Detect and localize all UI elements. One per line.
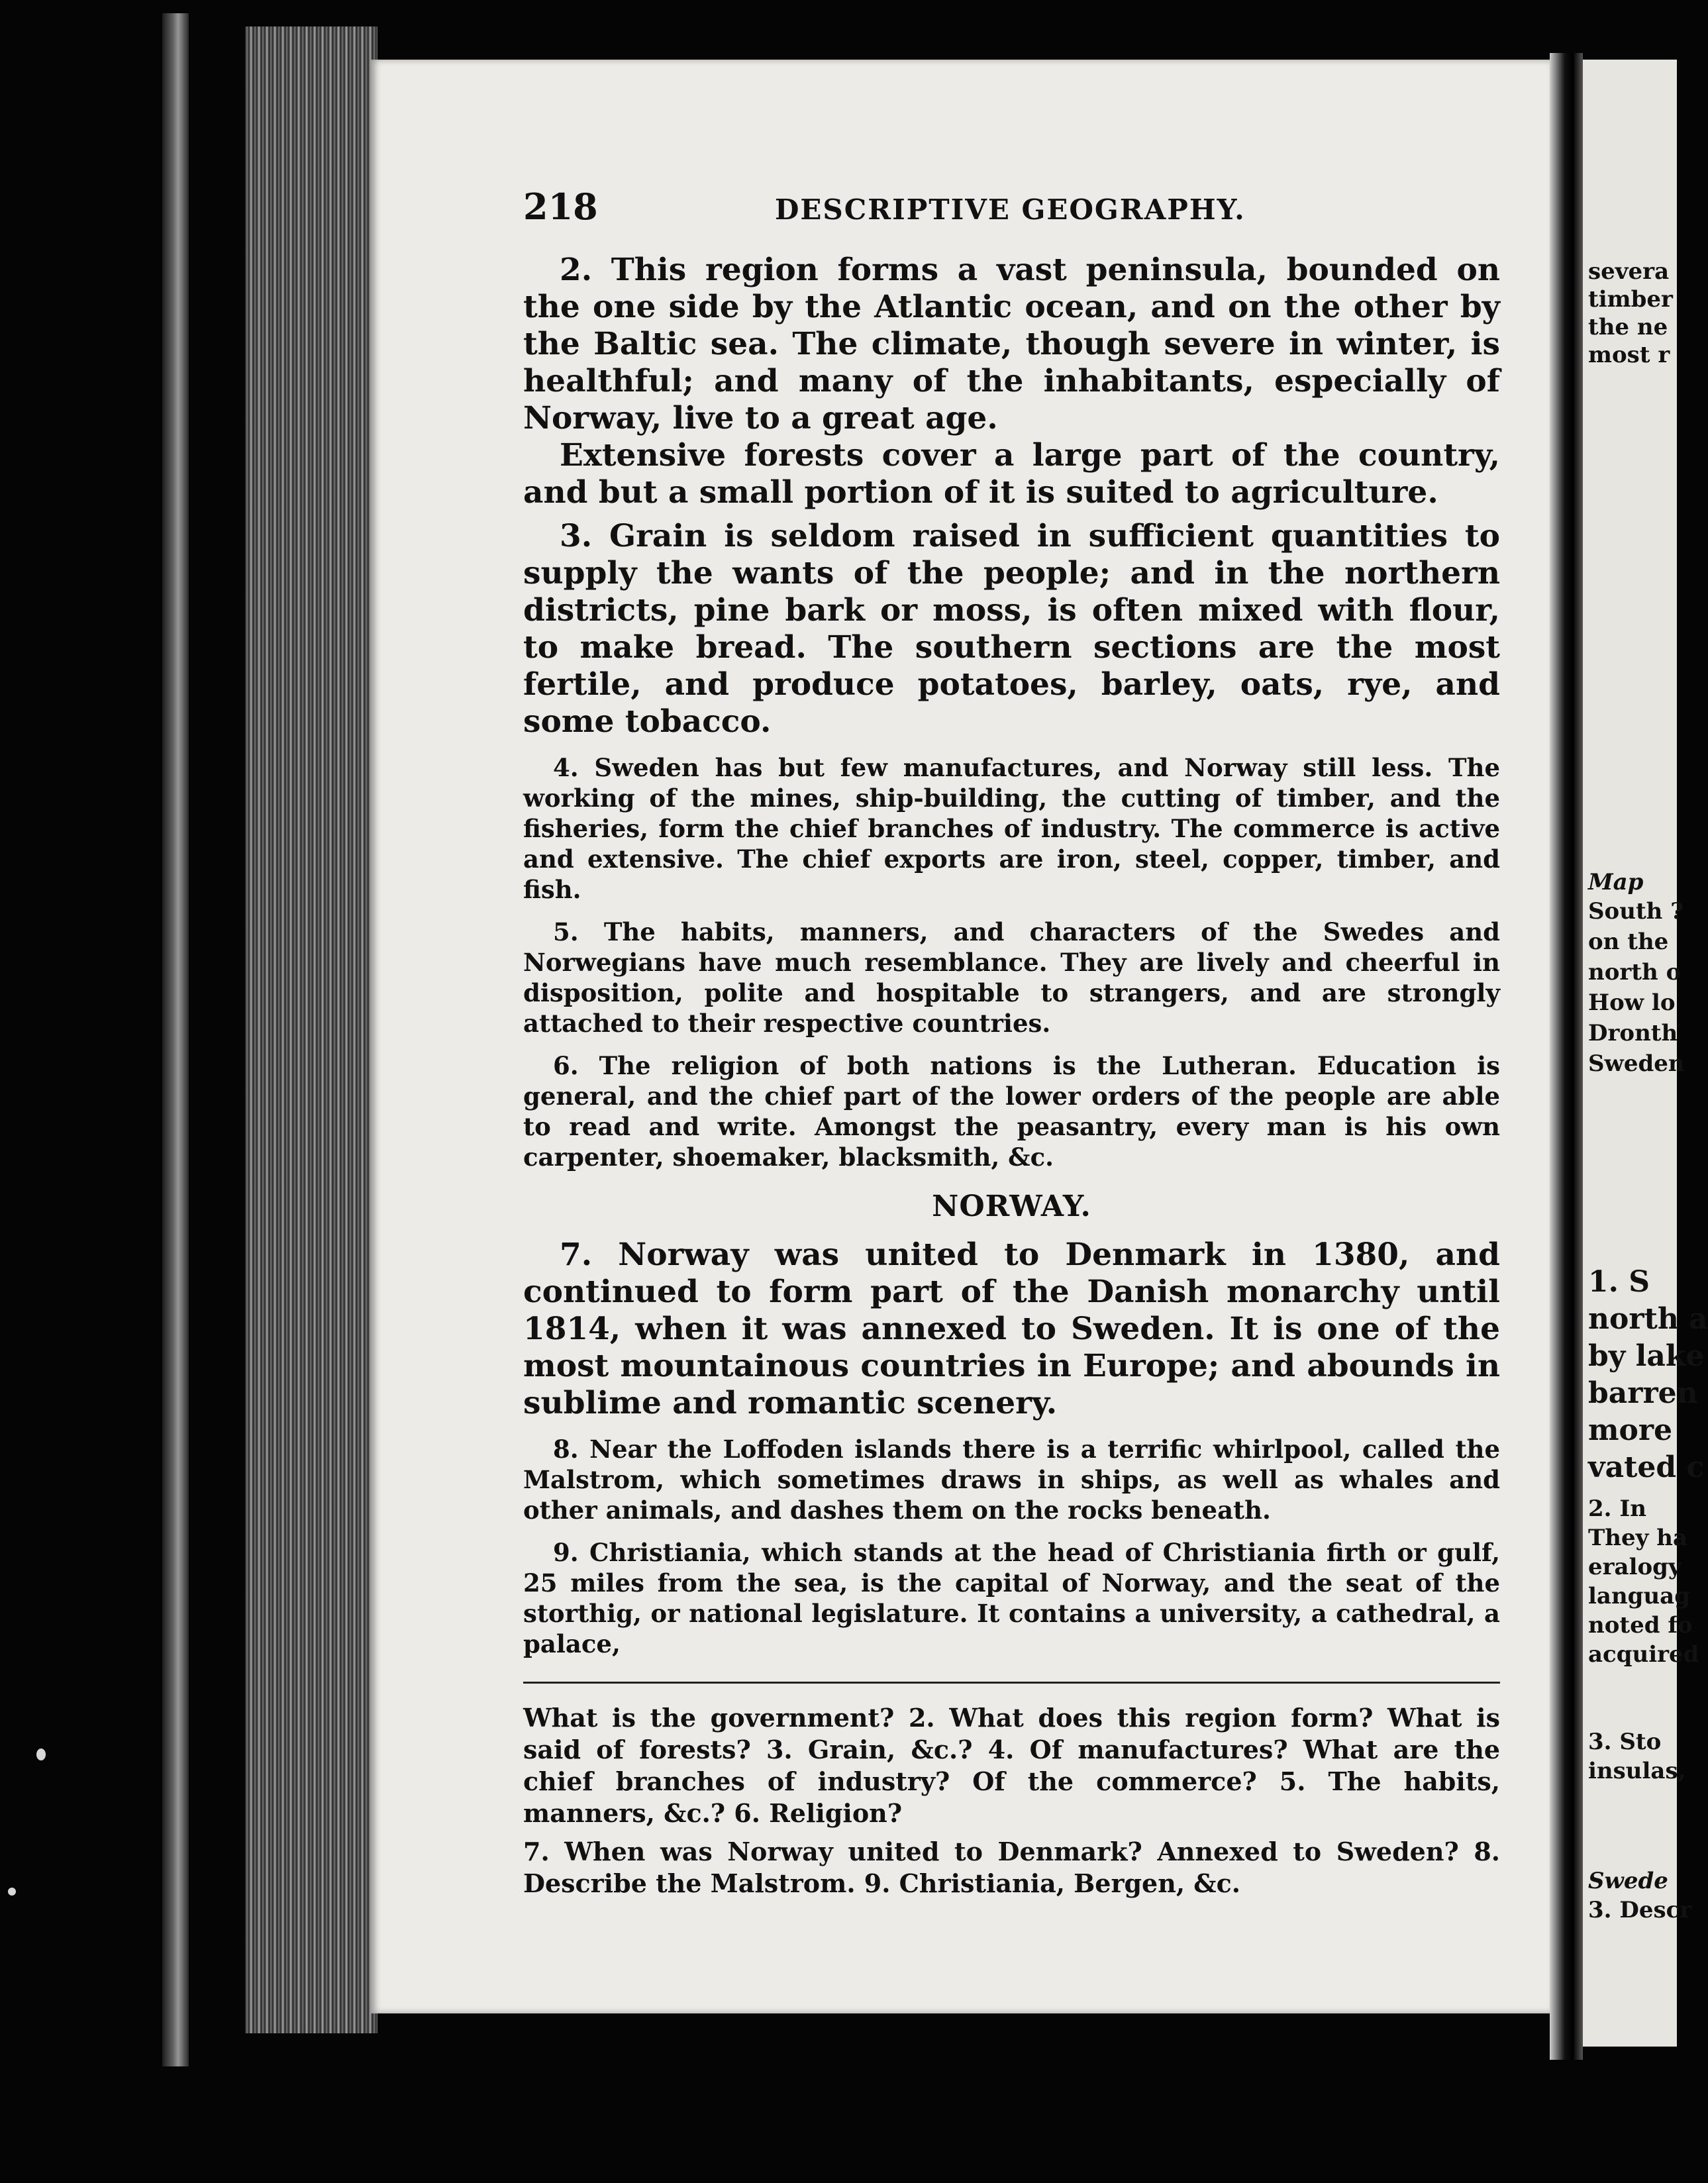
fragment-line: Dronth — [1588, 1020, 1678, 1046]
section-divider — [523, 1682, 1500, 1684]
paragraph-2: 2. This region forms a vast peninsula, bounded on the one side by the Atlantic ocean, and on the other by the Baltic sea. The climate, though severe in winter, is healthful; and many of the inhabitants, especially of Norway, live to a great age. — [523, 252, 1500, 436]
fragment-line: north a — [1588, 1302, 1708, 1336]
fragment-heading: Swede — [1588, 1868, 1668, 1894]
fragment-line: 3. Descr — [1588, 1897, 1692, 1923]
page-number: 218 — [523, 185, 598, 228]
page-header — [523, 185, 1500, 245]
fragment-line: 1. S — [1588, 1265, 1650, 1299]
paragraph-9: 9. Christiania, which stands at the head of Christiania firth or gulf, 25 miles from the sea, is the capital of Norway, and the seat of the storthig, or national legislature. It contains a university, a cathedral, a palace, — [523, 1538, 1500, 1658]
fragment-line: more — [1588, 1413, 1673, 1447]
gutter-shadow — [1550, 53, 1583, 2060]
binding-edge — [162, 13, 189, 2066]
page-content — [523, 185, 1500, 1921]
right-page-fragment — [1583, 60, 1708, 2047]
paragraph-5: 5. The habits, manners, and characters of the Swedes and Norwegians have much resemblance. They are lively and cheerful in disposition, polite and hospitable to strangers, and are strongly attached to their respective countries. — [523, 917, 1500, 1038]
paragraph-7: 7. Norway was united to Denmark in 1380, and continued to form part of the Danish monarchy until 1814, when it was annexed to Sweden. It is one of the most mountainous countries in Europe; and abounds in sublime and romantic scenery. — [523, 1237, 1500, 1421]
study-questions: 7. When was Norway united to Denmark? Annexed to Sweden? 8. Describe the Malstrom. 9. Christiania, Bergen, &c. — [523, 1837, 1500, 1898]
fragment-line: languag — [1588, 1583, 1690, 1609]
dust-speck — [36, 1749, 46, 1760]
fragment-line: by lake — [1588, 1339, 1705, 1373]
fragment-line: 2. In — [1588, 1496, 1646, 1522]
fragment-line: north o — [1588, 959, 1682, 986]
fragment-line: severa — [1588, 258, 1670, 285]
paragraph-4: 4. Sweden has but few manufactures, and Norway still less. The working of the mines, ship-building, the cutting of timber, and the fisheries, form the chief branches of industry. The commerce is active and extensive. The chief exports are iron, steel, copper, timber, and fish. — [523, 753, 1500, 904]
fragment-line: noted fo — [1588, 1612, 1693, 1639]
paragraph-8: 8. Near the Loffoden islands there is a terrific whirlpool, called the Malstrom, which sometimes draws in ships, as well as whales and other animals, and dashes them on the rocks beneath. — [523, 1435, 1500, 1525]
fragment-line: timber — [1588, 286, 1673, 313]
paragraph-forests: Extensive forests cover a large part of the country, and but a small portion of it is suited to agriculture. — [523, 437, 1500, 511]
fragment-line: eralogy — [1588, 1554, 1682, 1580]
page-stack-edge — [245, 26, 377, 2033]
study-questions: What is the government? 2. What does this region form? What is said of forests? 3. Grain, &c.? 4. Of manufactures? What are the chief branches of industry? Of the commerce? 5. The habits, manners, &c.? 6. Religion? — [523, 1703, 1500, 1828]
fragment-line: acquired — [1588, 1641, 1699, 1668]
fragment-line: South ? — [1588, 898, 1684, 925]
section-title: NORWAY. — [932, 1190, 1091, 1223]
fragment-line: How lo — [1588, 990, 1676, 1016]
fragment-line: 3. Sto — [1588, 1729, 1662, 1755]
fragment-heading: Map — [1588, 869, 1644, 895]
fragment-line: Sweden — [1588, 1050, 1685, 1077]
fragment-line: barren — [1588, 1376, 1698, 1410]
paragraph-3: 3. Grain is seldom raised in sufficient quantities to supply the wants of the people; and in the northern districts, pine bark or moss, is often mixed with flour, to make bread. The southern sections are the most fertile, and produce potatoes, barley, oats, rye, and some tobacco. — [523, 518, 1500, 740]
dust-speck — [8, 1888, 16, 1896]
fragment-line: most r — [1588, 342, 1670, 368]
fragment-line: vated c — [1588, 1450, 1705, 1484]
fragment-line: They ha — [1588, 1525, 1687, 1551]
running-title: DESCRIPTIVE GEOGRAPHY. — [775, 193, 1246, 226]
fragment-line: on the — [1588, 929, 1669, 955]
paragraph-6: 6. The religion of both nations is the Lutheran. Education is general, and the chief part of the lower orders of the people are able to read and write. Amongst the peasantry, every man is his own carpenter, shoemaker, blacksmith, &c. — [523, 1051, 1500, 1172]
fragment-line: insulas, — [1588, 1758, 1686, 1784]
fragment-line: the ne — [1588, 314, 1668, 340]
